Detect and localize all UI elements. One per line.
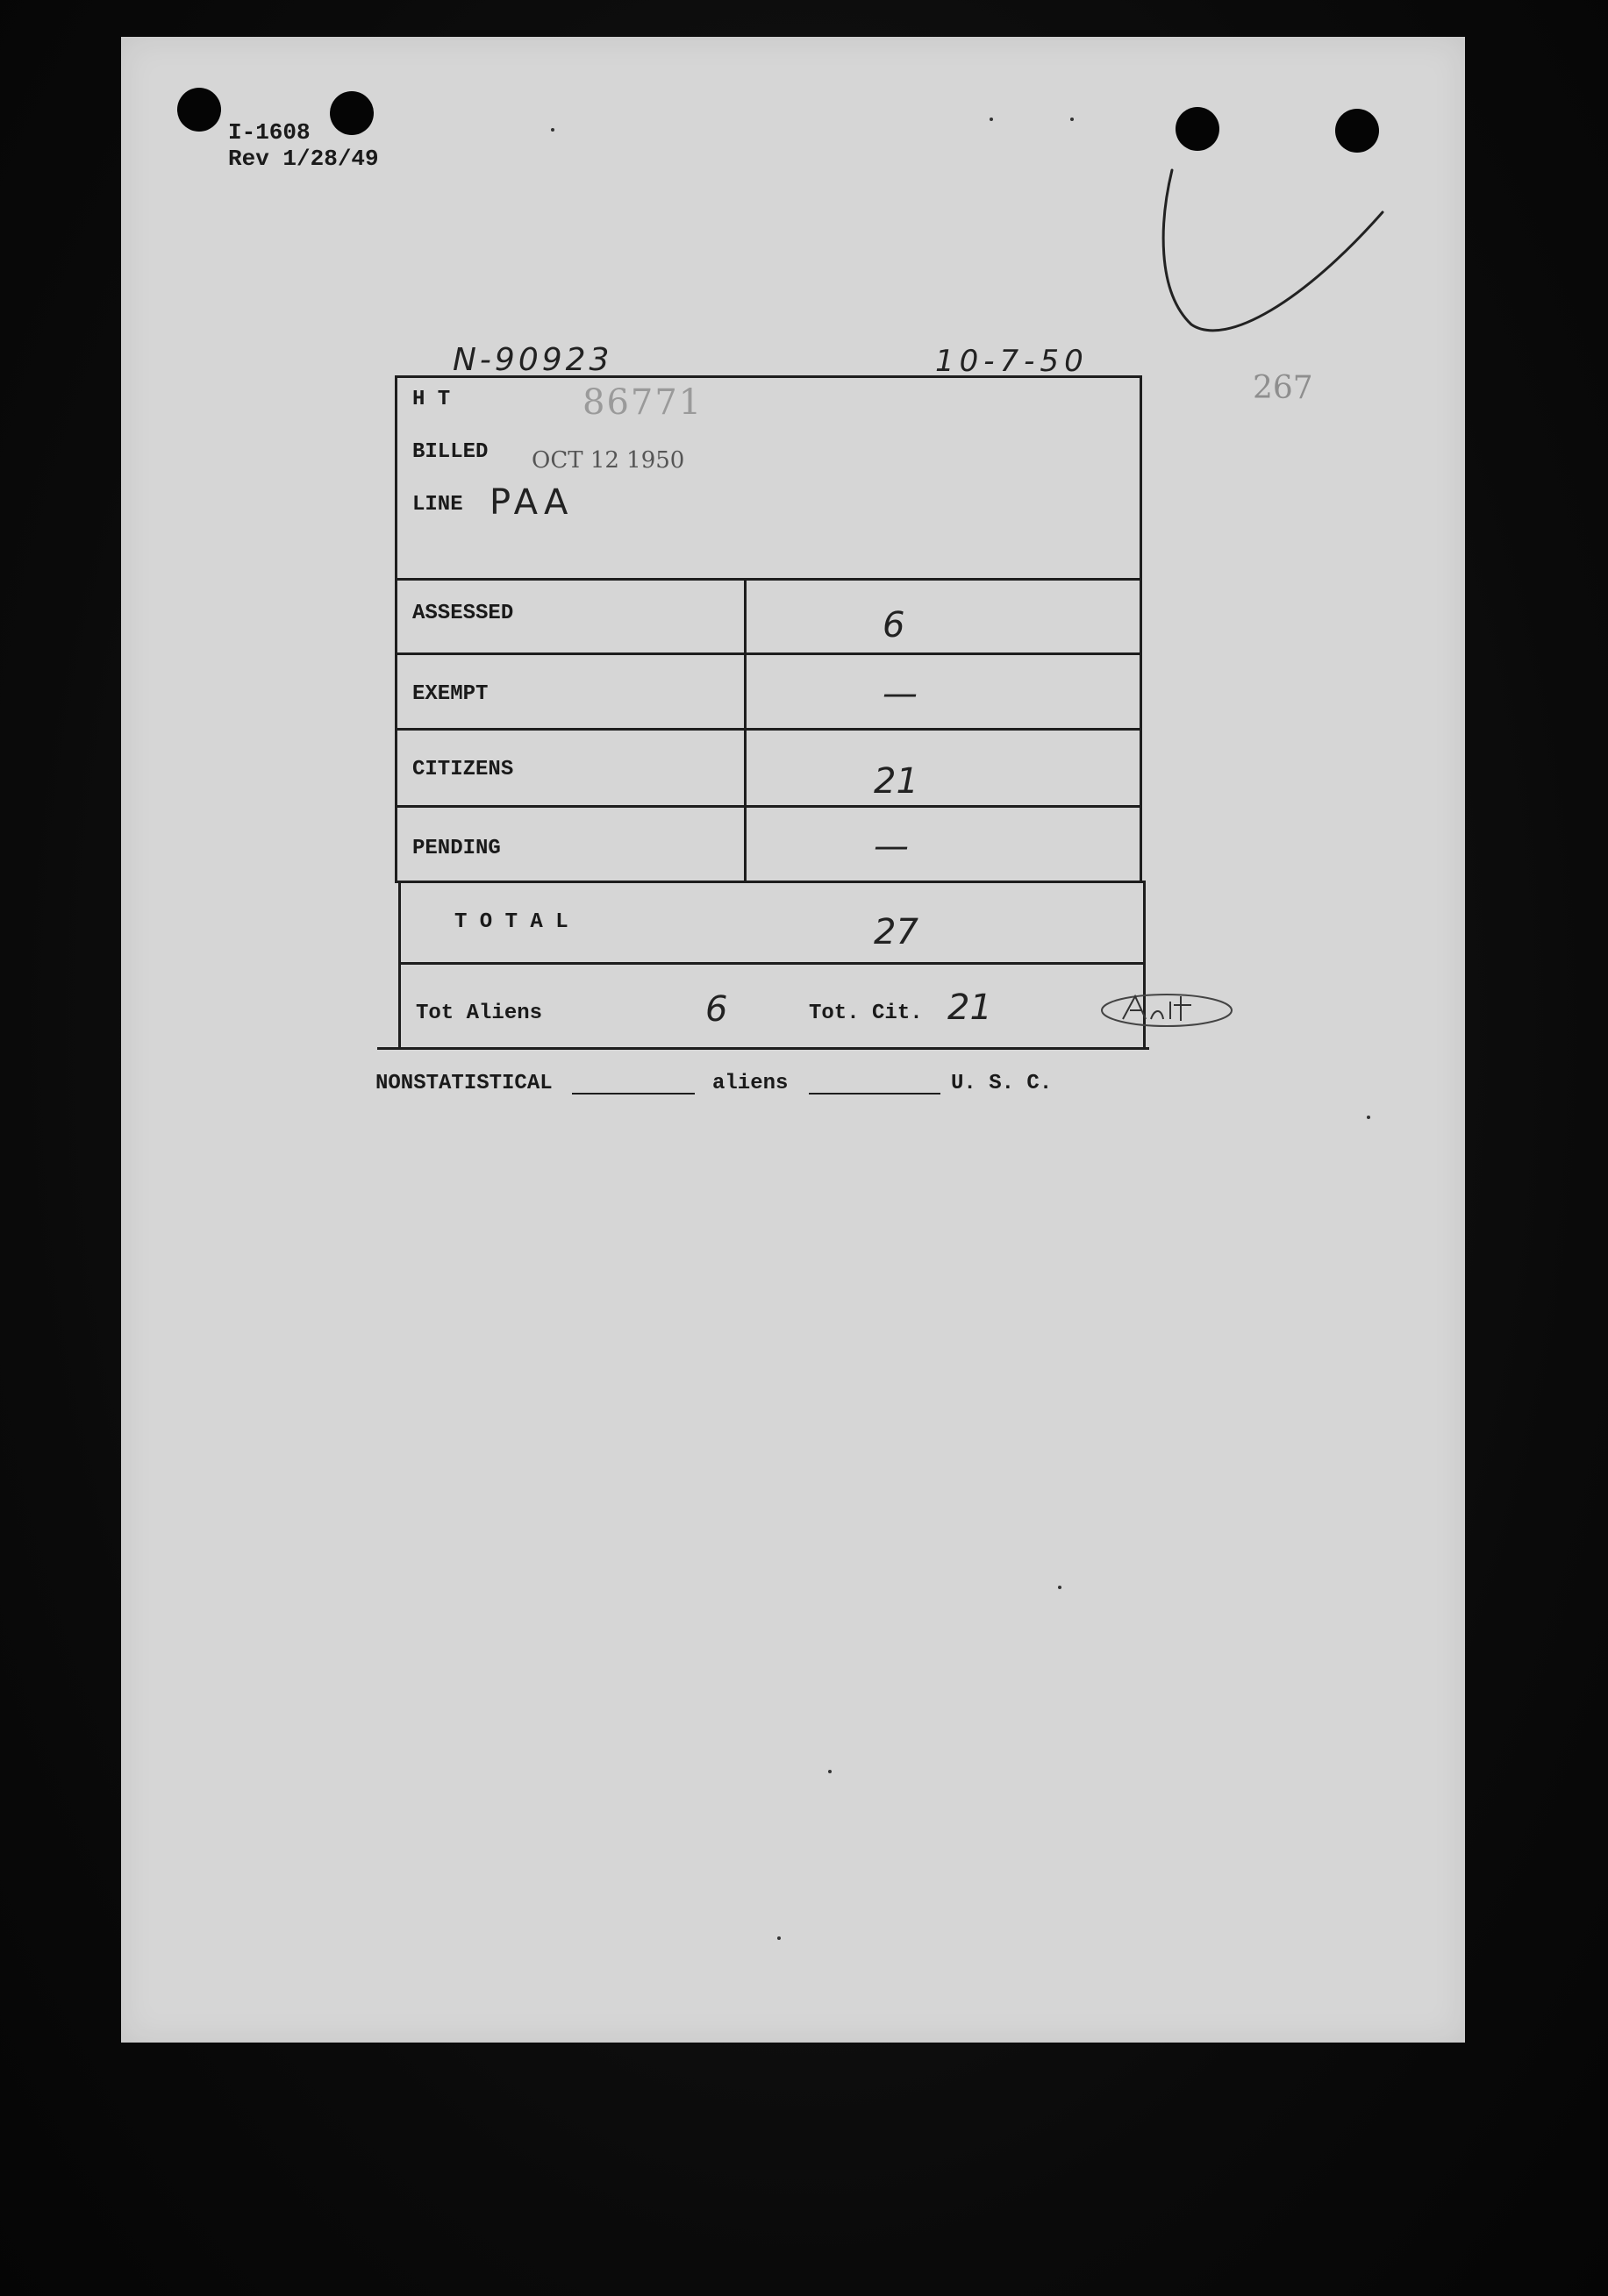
scan-speck [1070,118,1074,121]
punch-hole-left-1 [177,88,221,132]
manifest-date: 10-7-50 [935,344,1089,379]
nonstatistical-blank [572,1093,695,1095]
row-divider [395,728,1142,731]
aliens-label: aliens [712,1072,789,1095]
assessed-value: 6 [883,605,905,645]
billed-label: BILLED [412,440,489,464]
citizens-label: CITIZENS [412,758,514,781]
nonstatistical-label: NONSTATISTICAL [375,1072,553,1095]
exempt-value: — [883,674,918,714]
line-label: LINE [412,493,463,517]
punch-hole-right-2 [1335,109,1379,153]
manifest-number: N-90923 [453,342,613,378]
document-page [121,37,1465,2043]
line-value: PAA [490,482,574,523]
total-value: 27 [874,912,918,952]
column-divider [744,578,747,883]
punch-hole-right-1 [1176,107,1219,151]
scan-speck [1058,1586,1061,1589]
row-divider [395,805,1142,808]
total-label: T O T A L [454,910,568,934]
check-mark-icon [1156,168,1419,379]
header-box [395,375,1142,581]
form-number: I-1608 [228,119,311,146]
usc-label: U. S. C. [951,1072,1053,1095]
aliens-blank [809,1093,940,1095]
page-number: 267 [1253,370,1313,406]
scan-speck [551,128,554,132]
manifest-summary-form [395,375,1140,1051]
ht-value: 86771 [582,382,704,423]
form-revision: Rev 1/28/49 [228,146,379,172]
tot-cit-label: Tot. Cit. [809,1002,923,1025]
tot-cit-value: 21 [947,988,992,1028]
scan-speck [1367,1116,1370,1119]
form-base-line [377,1047,1149,1050]
tot-aliens-label: Tot Aliens [416,1002,543,1025]
scan-speck [777,1936,781,1940]
form-code [228,119,379,172]
scan-speck [990,118,993,121]
citizens-value: 21 [874,761,918,802]
pending-value: — [874,826,909,866]
billed-date-stamp: OCT 12 1950 [532,447,685,474]
pending-label: PENDING [412,837,501,860]
initials-signature [1097,984,1237,1033]
assessed-label: ASSESSED [412,602,514,625]
ht-label: H T [412,388,451,411]
tot-aliens-value: 6 [705,989,728,1030]
row-divider [395,652,1142,655]
scan-speck [828,1770,832,1773]
exempt-label: EXEMPT [412,682,489,706]
